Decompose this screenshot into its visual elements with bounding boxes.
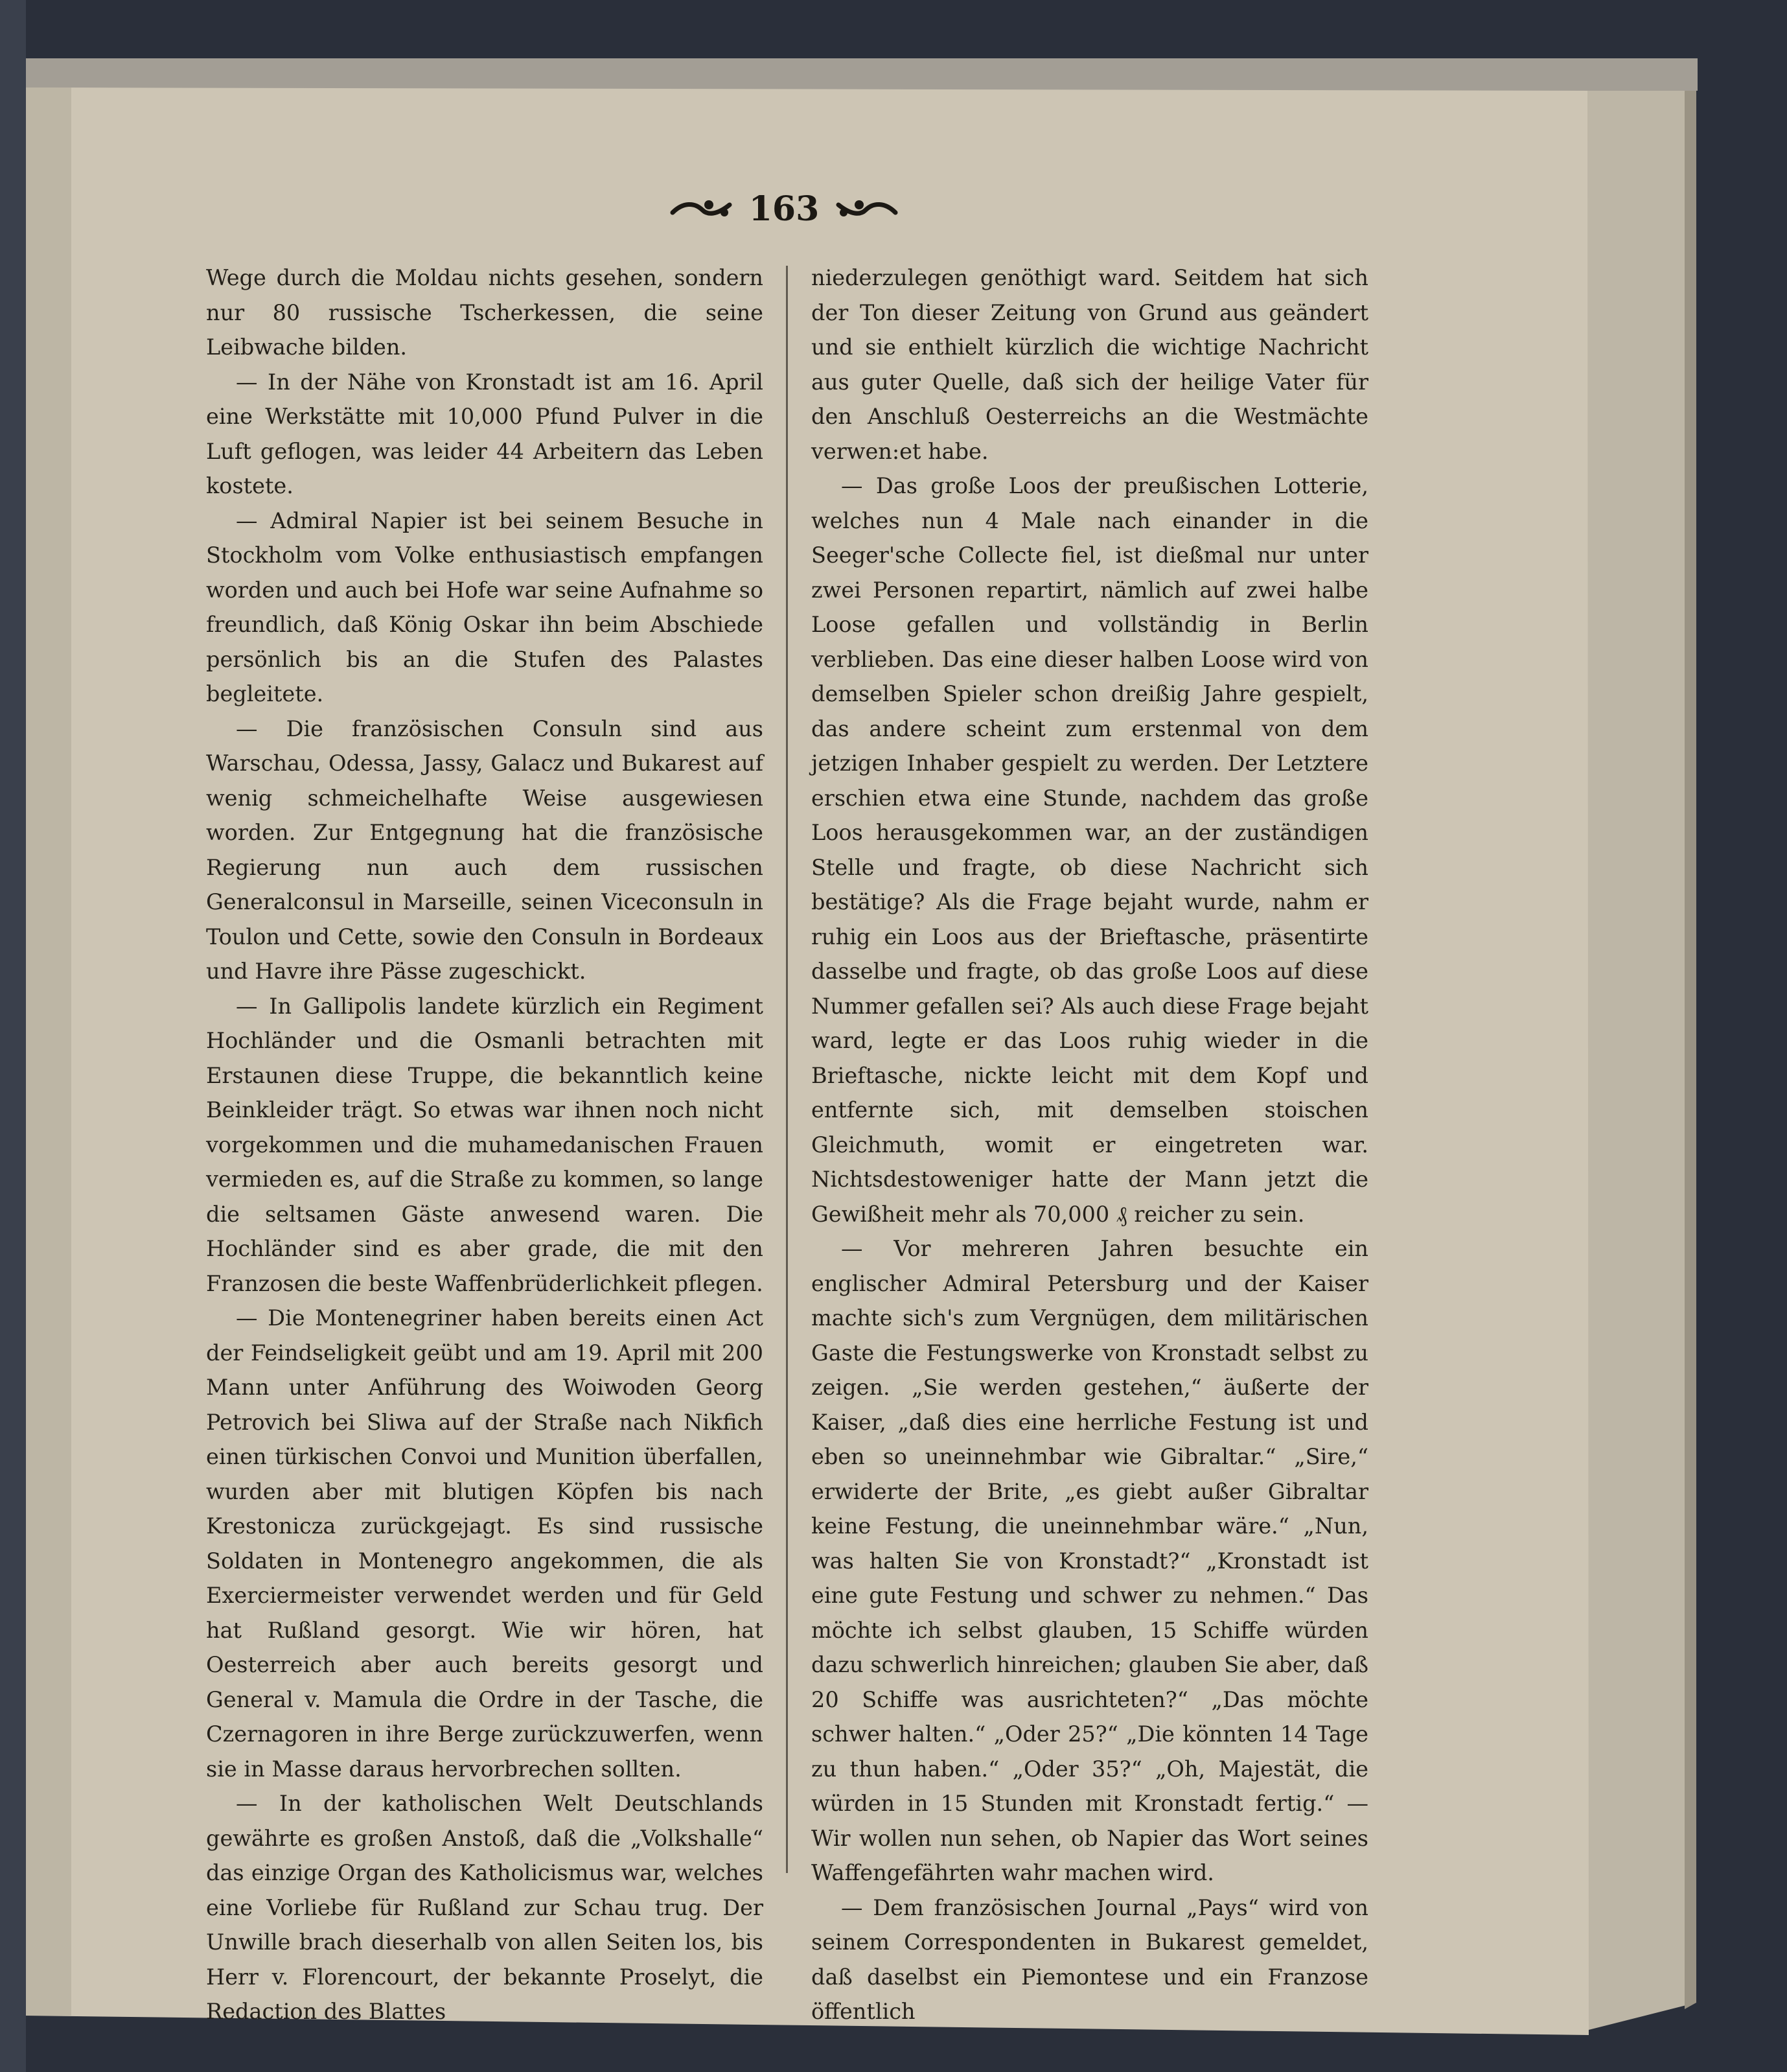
top-binding-strip [26,58,1698,91]
column-divider [786,266,788,1873]
paragraph-prussian-lottery: — Das große Loos der preußischen Lotterie, welches nun 4 Male nach einander in die Seeger'sche Collecte fiel, ist dießmal nur unter zwei Personen repartirt, nämlich auf zwei halbe Loose gefallen und vollständig in Berlin verblieben. Das eine dieser halben Loose wird von demselben Spieler schon dreißig Jahre gespielt, das andere scheint zum erstenmal von dem jetzigen Inhaber gespielt zu werden. Der Letztere erschien etwa eine Stunde, nachdem das große Loos herausgekommen war, an der zuständigen Stelle und fragte, ob diese Nachricht sich bestätige? Als die Frage bejaht wurde, nahm er ruhig ein Loos aus der Brieftasche, präsentirte dasselbe und fragte, ob das große Loos auf diese Nummer gefallen sei? Als auch diese Frage bejaht ward, legte er das Loos ruhig wieder in die Brieftasche, nickte leicht mit dem Kopf und entfernte sich, mit demselben stoischen Gleichmuth, womit er eingetreten war. Nichtsdestoweniger hatte der Mann jetzt die Gewißheit mehr als 70,000 ₰ reicher zu sein. [811,473,1368,1227]
paragraph-continued: Wege durch die Moldau nichts gesehen, sondern nur 80 russische Tscherkessen, die seine Leibwache bilden. [206,265,763,360]
paragraph-napier-stockholm: — Admiral Napier ist bei seinem Besuche in Stockholm vom Volke enthusiastisch empfangen worden und auch bei Hofe war seine Aufnahme so freundlich, daß König Oskar ihn beim Abschiede persönlich bis an die Stufen des Palastes begleitete. [206,507,763,706]
page-block-edges [1581,65,1696,2032]
page-header [648,183,920,235]
left-column [206,261,763,2024]
left-flourish-icon [670,196,732,222]
page-block-shadow [1685,65,1696,2009]
paragraph-continued: niederzulegen genöthigt ward. Seitdem hat sich der Ton dieser Zeitung von Grund aus geändert und sie enthielt kürzlich die wichtige Nachricht aus guter Quelle, daß sich der heilige Vater für den Anschluß Oesterreichs an die Westmächte verwen:et habe. [811,265,1368,464]
page-number: 163 [748,189,820,229]
gutter-shadow [26,87,71,2016]
paragraph-admiral-kronstadt: — Vor mehreren Jahren besuchte ein englischer Admiral Petersburg und der Kaiser machte sich's zum Vergnügen, dem militärischen Gaste die Festungswerke von Kronstadt selbst zu zeigen. „Sie werden gestehen,“ äußerte der Kaiser, „daß dies eine herrliche Festung ist und eben so uneinnehmbar wie Gibraltar.“ „Sire,“ erwiderte der Brite, „es giebt außer Gibraltar keine Festung, die uneinnehmbar wäre.“ „Nun, was halten Sie von Kronstadt?“ „Kronstadt ist eine gute Festung und schwer zu nehmen.“ Das möchte ich selbst glauben, 15 Schiffe würden dazu schwerlich hinreichen; glauben Sie aber, daß 20 Schiffe was ausrichteten?“ „Das möchte schwer halten.“ „Oder 25?“ „Die könnten 14 Tage zu thun haben.“ „Oder 35?“ „Oh, Majestät, die würden in 15 Stunden mit Kronstadt fertig.“ — Wir wollen nun sehen, ob Napier das Wort seines Waffengefährten wahr machen wird. [811,1236,1368,1885]
paragraph-volkshalle: — In der katholischen Welt Deutschlands gewährte es großen Anstoß, daß die „Volkshalle“ das einzige Organ des Katholicismus war, welches eine Vorliebe für Rußland zur Schau trug. Der Unwille brach dieserhalb von allen Seiten los, bis Herr v. Florencourt, der bekannte Proselyt, die Redaction des Blattes [206,1791,763,2024]
paragraph-french-consuls: — Die französischen Consuln sind aus Warschau, Odessa, Jassy, Galacz und Bukarest auf wenig schmeichelhafte Weise ausgewiesen worden. Zur Entgegnung hat die französische Regierung nun auch dem russischen Generalconsul in Marseille, seinen Viceconsuln in Toulon und Cette, sowie den Consuln in Bordeaux und Havre ihre Pässe zugeschickt. [206,716,763,984]
right-flourish-icon [836,196,898,222]
paragraph-montenegrins: — Die Montenegriner haben bereits einen Act der Feindseligkeit geübt und am 19. April mit 200 Mann unter Anführung des Woiwoden Georg Petrovich bei Sliwa auf der Straße nach Nikfich einen türkischen Convoi und Munition überfallen, wurden aber mit blutigen Köpfen bis nach Krestonicza zurückgejagt. Es sind russische Soldaten in Montenegro angekommen, die als Exerciermeister verwendet werden und für Geld hat Rußland gesorgt. Wie wir hören, hat Oesterreich aber auch bereits gesorgt und General v. Mamula die Ordre in der Tasche, die Czernagoren in ihre Berge zurückzuwerfen, wenn sie in Masse daraus hervorbrechen sollten. [206,1305,763,1782]
paragraph-gallipolis-highlanders: — In Gallipolis landete kürzlich ein Regiment Hochländer und die Osmanli betrachten mit Erstaunen diese Truppe, die bekanntlich keine Beinkleider trägt. So etwas war ihnen noch nicht vorgekommen und die muhamedanischen Frauen vermieden es, auf die Straße zu kommen, so lange die seltsamen Gäste anwesend waren. Die Hochländer sind es aber grade, die mit den Franzosen die beste Waffenbrüderlichkeit pflegen. [206,993,763,1296]
paragraph-kronstadt-explosion: — In der Nähe von Kronstadt ist am 16. April eine Werkstätte mit 10,000 Pfund Pulver in die Luft geflogen, was leider 44 Arbeitern das Leben kostete. [206,369,763,498]
cover-left-edge [0,0,26,2072]
right-column [811,261,1368,2024]
paragraph-journal-pays: — Dem französischen Journal „Pays“ wird von seinem Correspondenten in Bukarest gemeldet, daß daselbst ein Piemontese und ein Franzose öffentlich [811,1894,1368,2024]
